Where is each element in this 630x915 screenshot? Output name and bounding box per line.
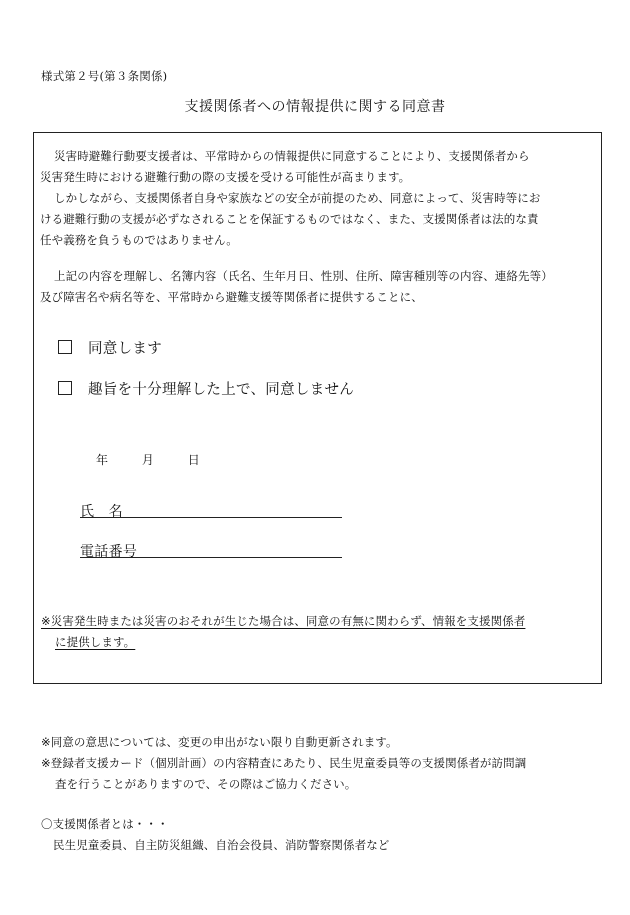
date-line: [96, 451, 200, 468]
date-day-label: 日: [187, 453, 200, 467]
consent-line-2: 及び障害名や病名等を、平常時から避難支援等関係者に提供することに、: [40, 290, 423, 304]
date-month-label: 月: [141, 453, 154, 467]
intro-line-2: 災害発生時における避難行動の際の支援を受ける可能性が高まります。: [40, 170, 411, 184]
option-disagree[interactable]: [58, 378, 354, 399]
consent-statement: [40, 266, 595, 308]
consent-line-1: 上記の内容を理解し、名簿内容（氏名、生年月日、性別、住所、障害種別等の内容、連絡先等）: [54, 269, 553, 283]
name-field[interactable]: [80, 517, 342, 518]
disclaimer-line-1: しかしながら、支援関係者自身や家族などの安全が前提のため、同意によって、災害時等にお: [54, 191, 541, 205]
auto-renew-note: ※同意の意思については、変更の申出がない限り自動更新されます。: [41, 735, 398, 749]
supporters-heading: 〇支援関係者とは・・・: [41, 817, 169, 831]
document-title: 支援関係者への情報提供に関する同意書: [184, 99, 446, 115]
intro-paragraph: [40, 146, 595, 188]
date-year-label: 年: [96, 453, 109, 467]
agree-checkbox[interactable]: [58, 340, 72, 354]
visit-note-line-2: 査を行うことがありますので、その際はご協力ください。: [55, 777, 357, 791]
disclaimer-line-3: 任や義務を負うものではありません。: [40, 233, 238, 247]
option-agree[interactable]: [58, 337, 162, 358]
name-label: 氏 名: [80, 504, 123, 520]
notice-line-1: ※災害発生時または災害のおそれが生じた場合は、同意の有無に関わらず、情報を支援関係者: [41, 614, 526, 628]
intro-line-1: 災害時避難行動要支援者は、平常時からの情報提供に同意することにより、支援関係者から: [54, 149, 530, 163]
phone-field[interactable]: [80, 557, 342, 558]
form-number: 様式第２号(第３条関係): [41, 69, 168, 83]
disagree-label: 趣旨を十分理解した上で、同意しません: [88, 382, 355, 398]
disaster-notice: [41, 611, 596, 653]
disagree-checkbox[interactable]: [58, 381, 72, 395]
agree-label: 同意します: [88, 341, 162, 357]
supporters-list: 民生児童委員、自主防災組織、自治会役員、消防警察関係者など: [53, 838, 390, 852]
notice-line-2: に提供します。: [55, 635, 136, 649]
phone-label: 電話番号: [80, 544, 138, 560]
disclaimer-line-2: ける避難行動の支援が必ずなされることを保証するものではなく、また、支援関係者は法的な責: [40, 212, 539, 226]
visit-note: [41, 753, 601, 795]
disclaimer-paragraph: [40, 188, 595, 251]
visit-note-line-1: ※登録者支援カード（個別計画）の内容精査にあたり、民生児童委員等の支援関係者が訪問調: [41, 756, 527, 770]
